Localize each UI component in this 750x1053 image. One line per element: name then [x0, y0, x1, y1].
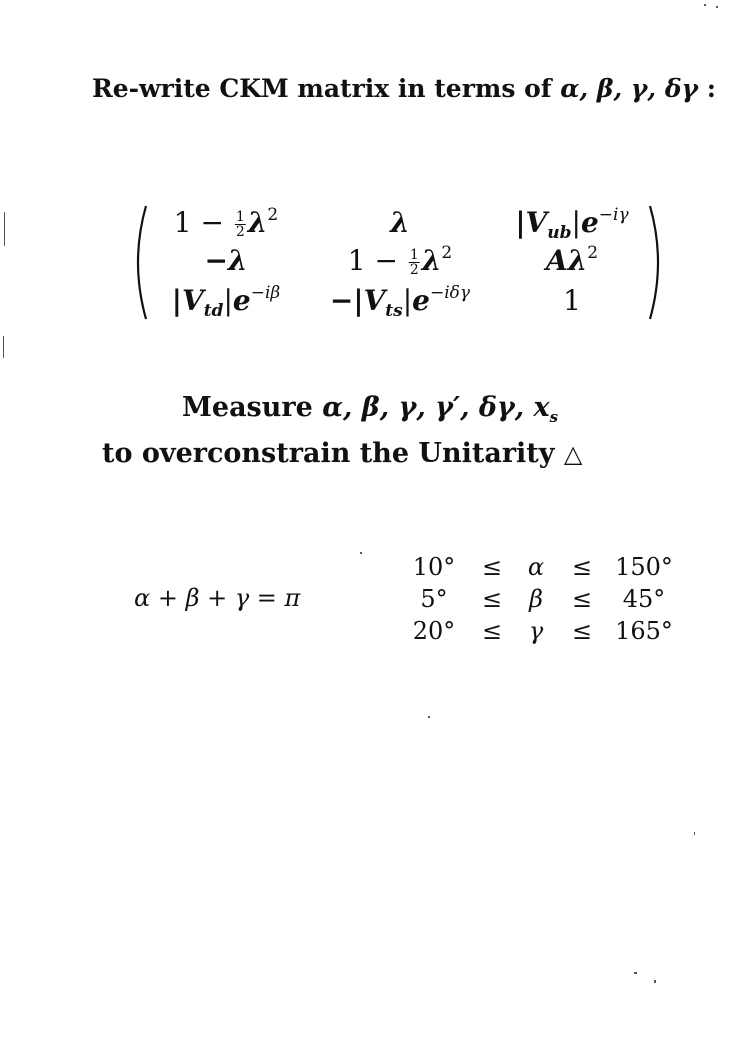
- scan-speck: [428, 716, 430, 718]
- cell-mod-close: |: [223, 284, 233, 317]
- cell-sub: td: [203, 301, 224, 321]
- constraint-op: ≤: [481, 553, 503, 581]
- matrix-cell-r3-c3: 1: [563, 284, 581, 317]
- constraint-var: γ: [528, 617, 544, 645]
- cell-lead: 1 −: [173, 206, 233, 239]
- fraction: [235, 210, 246, 239]
- title-tail: :: [698, 74, 716, 103]
- constraint-row-alpha: [400, 553, 700, 583]
- angle-sum-relation: α + β + γ = π: [134, 584, 301, 612]
- matrix-cell-r2-c1: −λ: [204, 244, 248, 277]
- title-text: Re-write CKM matrix in terms of: [92, 74, 561, 103]
- scan-speck: [654, 980, 656, 983]
- cell-base: e: [232, 284, 251, 317]
- cell-lead: 1 −: [347, 244, 407, 277]
- frac-num: 1: [409, 247, 419, 263]
- matrix-cell-r2-c3: [545, 243, 599, 277]
- scan-speck: [3, 336, 4, 358]
- constraint-low: 20°: [412, 617, 456, 645]
- measure-variables: α, β, γ, γ′, δγ, x: [322, 392, 550, 423]
- cell-exp: 2: [267, 205, 279, 225]
- overconstrain-text: to overconstrain the Unitarity: [102, 438, 564, 469]
- cell-mod: −|V: [329, 284, 386, 317]
- constraint-high: 150°: [615, 553, 673, 581]
- cell-exp: −iδγ: [430, 283, 471, 303]
- matrix-cell-r1-c2: λ: [390, 206, 410, 239]
- constraint-low: 10°: [412, 553, 456, 581]
- scan-speck: [694, 832, 695, 835]
- angle-constraints: [400, 553, 700, 653]
- constraint-op: ≤: [481, 617, 503, 645]
- constraint-op: ≤: [571, 585, 593, 613]
- constraint-row-gamma: [400, 617, 700, 647]
- constraint-high: 45°: [622, 585, 666, 613]
- triangle-icon: △: [563, 440, 583, 468]
- right-paren-icon: [648, 200, 668, 325]
- cell-sub: ts: [385, 301, 403, 321]
- measure-word: Measure: [182, 392, 323, 423]
- matrix-cell-r1-c1: [173, 205, 279, 240]
- constraint-var: β: [529, 585, 543, 613]
- scan-speck: [634, 972, 637, 974]
- scan-speck: [716, 6, 718, 8]
- constraint-op: ≤: [571, 553, 593, 581]
- frac-num: 1: [235, 209, 245, 225]
- matrix-cell-r1-c3: [515, 205, 629, 243]
- cell-exp: −iγ: [598, 205, 629, 225]
- cell-base: e: [412, 284, 430, 317]
- scan-speck: [704, 4, 706, 6]
- cell-base: e: [580, 206, 599, 239]
- cell-sub: ub: [547, 223, 572, 243]
- ckm-matrix: [128, 200, 668, 325]
- page-title: [92, 74, 716, 103]
- constraint-op: ≤: [571, 617, 593, 645]
- cell-mod: |V: [171, 284, 204, 317]
- cell-exp: 2: [441, 243, 453, 263]
- cell-exp: −iβ: [250, 283, 281, 303]
- fraction: [409, 248, 420, 277]
- constraint-op: ≤: [481, 585, 503, 613]
- cell-mod-close: |: [571, 206, 581, 239]
- constraint-row-beta: [400, 585, 700, 615]
- cell-mod-close: |: [402, 284, 413, 317]
- overconstrain-line: [102, 438, 582, 469]
- frac-den: 2: [235, 224, 245, 240]
- scan-speck: [360, 552, 362, 554]
- cell-var: Aλ: [545, 244, 588, 277]
- constraint-high: 165°: [615, 617, 673, 645]
- cell-mod: |V: [515, 206, 548, 239]
- constraint-low: 5°: [420, 585, 448, 613]
- matrix-cell-r3-c1: [171, 283, 281, 321]
- measure-line: [182, 392, 559, 426]
- matrix-cell-r3-c2: [329, 283, 471, 321]
- measure-variables-sub: s: [549, 408, 559, 426]
- cell-var: λ: [421, 244, 442, 277]
- scan-speck: [4, 212, 5, 246]
- title-variables: α, β, γ, δγ: [560, 74, 698, 103]
- cell-exp: 2: [587, 243, 599, 263]
- cell-var: λ: [247, 206, 268, 239]
- constraint-var: α: [527, 553, 545, 581]
- matrix-cell-r2-c2: [347, 243, 453, 278]
- frac-den: 2: [409, 262, 419, 278]
- left-paren-icon: [128, 200, 148, 325]
